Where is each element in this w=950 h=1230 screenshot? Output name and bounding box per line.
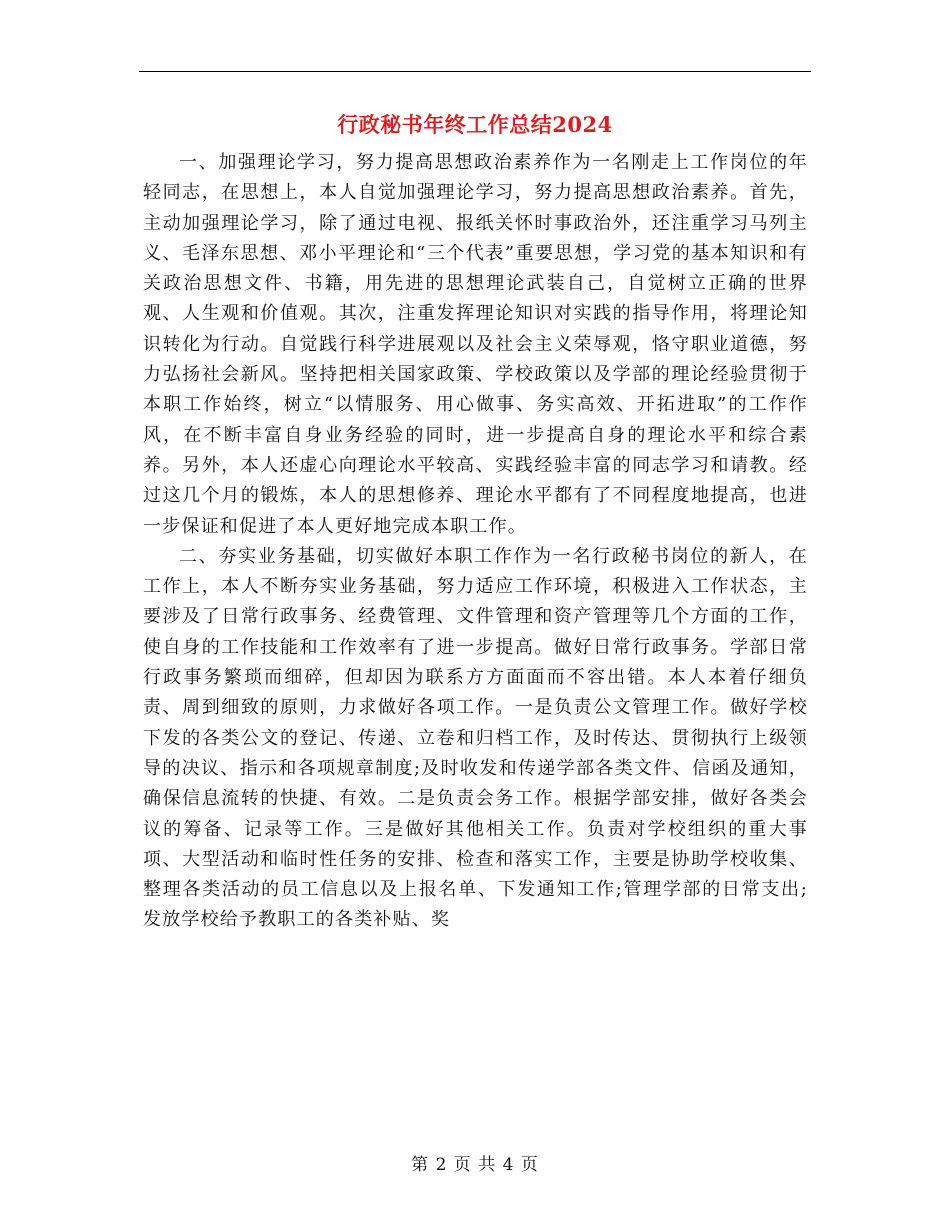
page-number-footer: 第 2 页 共 4 页	[411, 1155, 539, 1175]
header-rule	[139, 71, 811, 72]
document-body	[143, 148, 808, 936]
document-title: 行政秘书年终工作总结2024	[337, 112, 613, 137]
paragraph-2: 二、夯实业务基础，切实做好本职工作作为一名行政秘书岗位的新人，在工作上，本人不断夯实业务基础，努力适应工作环境，积极进入工作状态，主要涉及了日常行政事务、经费管理、文件管理和资产管理等几个方面的工作，使自身的工作技能和工作效率有了进一步提高。做好日常行政事务。学部日常行政事务繁琐而细碎，但却因为联系方方面面而不容出错。本人本着仔细负责、周到细致的原则，力求做好各项工作。一是负责公文管理工作。做好学校下发的各类公文的登记、传递、立卷和归档工作，及时传达、贯彻执行上级领导的决议、指示和各项规章制度;及时收发和传递学部各类文件、信函及通知，确保信息流转的快捷、有效。二是负责会务工作。根据学部安排，做好各类会议的筹备、记录等工作。三是做好其他相关工作。负责对学校组织的重大事项、大型活动和临时性任务的安排、检查和落实工作，主要是协助学校收集、整理各类活动的员工信息以及上报名单、下发通知工作;管理学部的日常支出;发放学校给予教职工的各类补贴、奖	[143, 545, 808, 931]
paragraph-1: 一、加强理论学习，努力提高思想政治素养作为一名刚走上工作岗位的年轻同志，在思想上，本人自觉加强理论学习，努力提高思想政治素养。首先，主动加强理论学习，除了通过电视、报纸关怀时事政治外，还注重学习马列主义、毛泽东思想、邓小平理论和“三个代表”重要思想，学习党的基本知识和有关政治思想文件、书籍，用先进的思想理论武装自己，自觉树立正确的世界观、人生观和价值观。其次，注重发挥理论知识对实践的指导作用，将理论知识转化为行动。自觉践行科学进展观以及社会主义荣辱观，恪守职业道德，努力弘扬社会新风。坚持把相关国家政策、学校政策以及学部的理论经验贯彻于本职工作始终，树立“以情服务、用心做事、务实高效、开拓进取”的工作作风，在不断丰富自身业务经验的同时，进一步提高自身的理论水平和综合素养。另外，本人还虚心向理论水平较高、实践经验丰富的同志学习和请教。经过这几个月的锻炼，本人的思想修养、理论水平都有了不同程度地提高，也进一步保证和促进了本人更好地完成本职工作。	[143, 152, 808, 537]
